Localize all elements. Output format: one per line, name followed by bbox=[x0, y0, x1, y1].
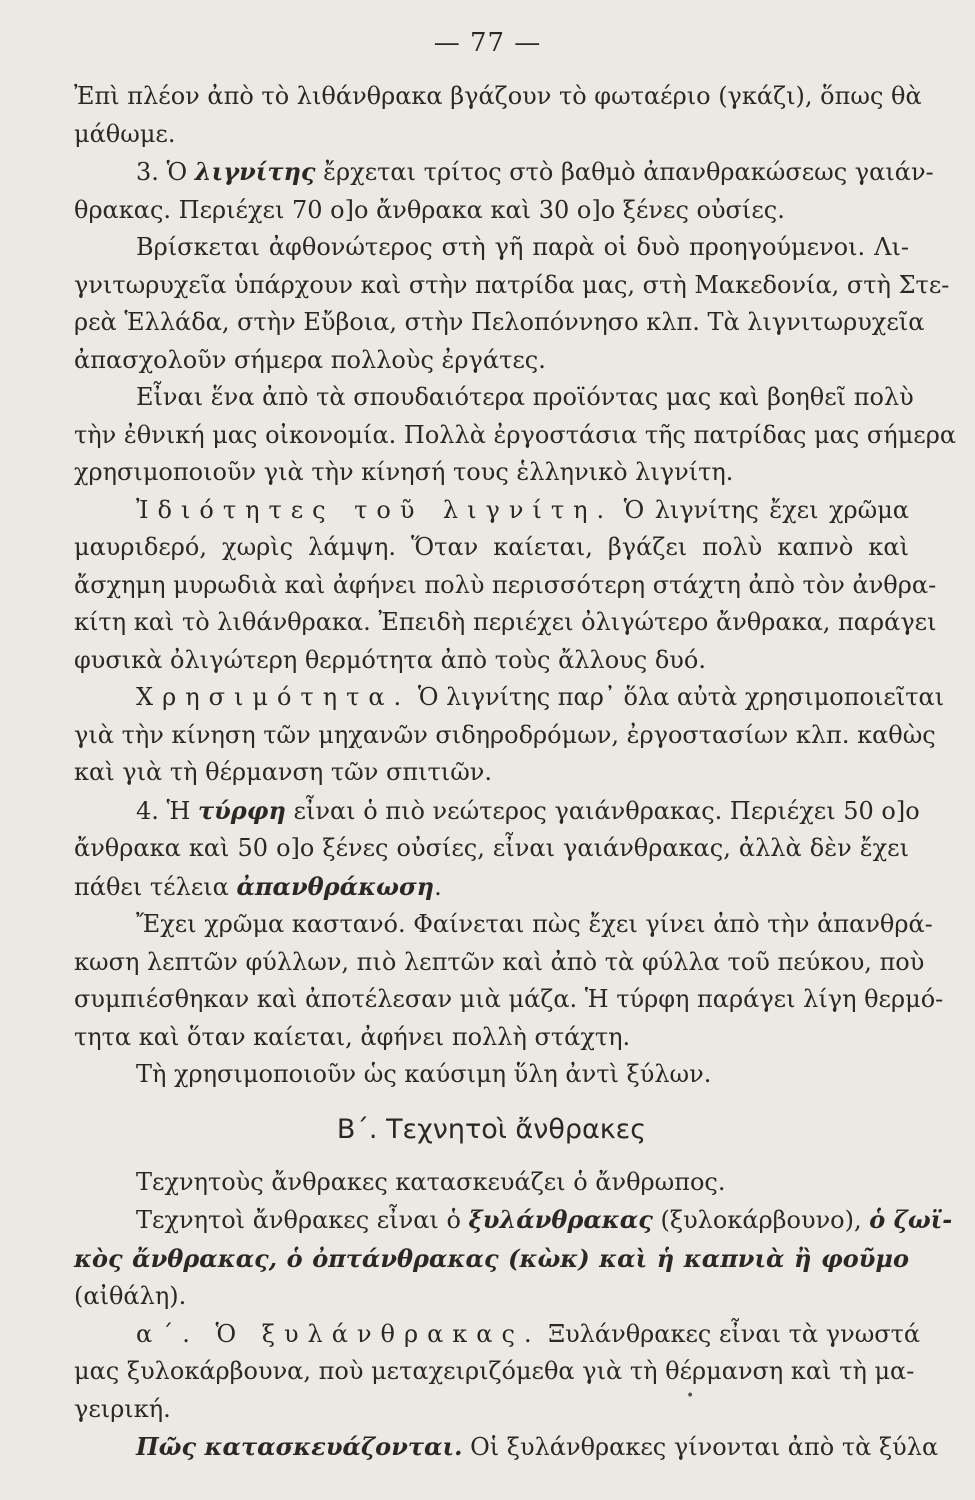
text-run: Ἐπὶ πλέον ἀπὸ τὸ λιθάνθρακα βγάζουν τὸ φωταέριο (γκάζι), ὅπως θὰ bbox=[74, 82, 922, 110]
text-line bbox=[74, 1391, 909, 1429]
spaced-term: Χρησιμότητα. bbox=[136, 683, 411, 711]
text-line bbox=[74, 1353, 915, 1391]
text-run: μάθωμε. bbox=[74, 119, 176, 148]
text-run: Οἱ ξυλάνθρακες γίνονται ἀπὸ τὰ ξύλα bbox=[462, 1433, 939, 1461]
text-run: . bbox=[434, 872, 442, 901]
text-run: Εἶναι ἕνα ἀπὸ τὰ σπουδαιότερα προϊόντας μας καὶ βοηθεῖ πολὺ bbox=[136, 383, 914, 411]
spaced-term: Ἰδιότητες τοῦ λιγνίτη. bbox=[136, 495, 614, 524]
text-line bbox=[74, 1240, 909, 1279]
text-line bbox=[74, 567, 937, 605]
text-line bbox=[74, 529, 909, 567]
text-run: μας ξυλοκάρβουνα, ποὺ μεταχειριζόμεθα γιὰ τὴ θέρμανση καὶ τὴ μα- bbox=[74, 1357, 915, 1385]
text-line bbox=[74, 1428, 939, 1467]
emphasized-term: κὸς ἄνθρακας, ὁ ὀπτάνθρακας (κὼκ) καὶ ἡ καπνιὰ ἢ φοῦμο bbox=[74, 1243, 909, 1273]
text-run: χρησιμοποιοῦν γιὰ τὴν κίνησή τους ἑλληνικὸ λιγνίτη. bbox=[74, 458, 734, 486]
text-run: Ὁ λιγνίτης παρ᾿ ὅλα αὐτὰ χρησιμοποιεῖται bbox=[410, 683, 945, 711]
text-line bbox=[74, 229, 909, 267]
speck-mark: • bbox=[686, 1388, 695, 1404]
text-run: ἄσχημη μυρωδιὰ καὶ ἀφήνει πολὺ περισσότερη στάχτη ἀπὸ τὸν ἀνθρα- bbox=[74, 570, 937, 599]
page-text bbox=[74, 78, 957, 1467]
text-line bbox=[74, 830, 909, 868]
text-run: 4. Ἡ bbox=[136, 796, 198, 825]
text-run: εἶναι ὁ πιὸ νεώτερος γαιάνθρακας. Περιέχει 50 ο]ο bbox=[285, 796, 920, 825]
text-run: ἔρχεται τρίτος στὸ βαθμὸ ἀπανθρακώσεως γαιάν- bbox=[315, 158, 934, 186]
emphasized-term: τύρφη bbox=[197, 795, 286, 825]
emphasized-term: λιγνίτης bbox=[194, 157, 316, 186]
text-line bbox=[74, 192, 909, 230]
text-line bbox=[74, 679, 945, 717]
text-run: ἄνθρακα καὶ 50 ο]ο ξένες οὐσίες, εἶναι γαιάνθρακας, ἀλλὰ δὲν ἔχει bbox=[74, 834, 909, 862]
text-run: Ἔχει χρῶμα καστανό. Φαίνεται πὼς ἔχει γίνει ἀπὸ τὴν ἀπανθρά- bbox=[136, 910, 933, 938]
emphasized-term: ξυλάνθρακας bbox=[468, 1205, 653, 1234]
text-run: γιὰ τὴν κίνηση τῶν μηχανῶν σιδηροδρόμων, ἐργοστασίων κλπ. καθὼς bbox=[74, 720, 936, 749]
text-line bbox=[74, 1201, 953, 1240]
text-run: (αἰθάλη). bbox=[74, 1282, 187, 1310]
text-line bbox=[74, 604, 937, 642]
text-line bbox=[74, 754, 909, 792]
text-run: 3. Ὁ bbox=[136, 158, 195, 186]
emphasized-term: ὁ ζωϊ- bbox=[869, 1205, 953, 1234]
text-run: γνιτωρυχεῖα ὑπάρχουν καὶ στὴν πατρίδα μας, στὴ Μακεδονία, στὴ Στε- bbox=[74, 270, 950, 299]
text-line bbox=[74, 906, 933, 944]
text-line bbox=[74, 792, 920, 831]
text-line bbox=[74, 116, 909, 154]
text-run: πάθει τέλεια bbox=[74, 872, 237, 901]
text-line bbox=[74, 868, 909, 907]
text-line bbox=[74, 78, 922, 116]
text-run: κίτη καὶ τὸ λιθάνθρακα. Ἐπειδὴ περιέχει ὀλιγώτερο ἄνθρακα, παράγει bbox=[74, 608, 937, 636]
text-run: ἀπασχολοῦν σήμερα πολλοὺς ἐργάτες. bbox=[74, 345, 546, 374]
text-run: ρεὰ Ἑλλάδα, στὴν Εὔβοια, στὴν Πελοπόννησο κλπ. Τὰ λιγνιτωρυχεῖα bbox=[74, 308, 925, 336]
emphasized-term: ἀπανθράκωση bbox=[236, 871, 435, 901]
text-run: συμπιέσθηκαν καὶ ἀποτέλεσαν μιὰ μάζα. Ἡ τύρφη παράγει λίγη θερμό- bbox=[74, 985, 944, 1013]
text-run: (ξυλοκάρβουνο), bbox=[652, 1206, 870, 1234]
text-line bbox=[74, 267, 950, 305]
section-heading bbox=[74, 1110, 909, 1150]
text-line bbox=[74, 492, 909, 530]
text-run: Τεχνητοὶ ἄνθρακες εἶναι ὁ bbox=[136, 1206, 469, 1234]
text-run: τὴν ἐθνική μας οἰκονομία. Πολλὰ ἐργοστάσια τῆς πατρίδας μας σήμερα bbox=[74, 420, 957, 449]
text-line bbox=[74, 944, 925, 982]
text-run: θρακας. Περιέχει 70 ο]ο ἄνθρακα καὶ 30 ο]ο ξένες οὐσίες. bbox=[74, 195, 785, 224]
text-line bbox=[74, 981, 944, 1019]
text-line bbox=[74, 642, 909, 680]
text-run: καὶ γιὰ τὴ θέρμανση τῶν σπιτιῶν. bbox=[74, 758, 493, 786]
text-line bbox=[74, 304, 925, 342]
text-run: μαυριδερό, χωρὶς λάμψη. Ὅταν καίεται, βγάζει πολὺ καπνὸ καὶ bbox=[74, 533, 909, 561]
page-number: — 77 — bbox=[433, 28, 542, 58]
text-run: κωση λεπτῶν φύλλων, πιὸ λεπτῶν καὶ ἀπὸ τὰ φύλλα τοῦ πεύκου, ποὺ bbox=[74, 947, 925, 976]
text-run: γειρική. bbox=[74, 1394, 171, 1423]
text-line bbox=[74, 1019, 909, 1057]
text-line bbox=[74, 153, 934, 192]
text-line bbox=[74, 417, 957, 455]
text-run: Ὁ λιγνίτης ἔχει χρῶμα bbox=[613, 495, 910, 524]
text-run: Βρίσκεται ἀφθονώτερος στὴ γῆ παρὰ οἱ δυὸ προηγούμενοι. Λι- bbox=[136, 233, 909, 261]
spaced-term: α΄. Ὁ ξυλάνθρακας. bbox=[136, 1319, 541, 1348]
text-run: Τεχνητοὺς ἄνθρακες κατασκευάζει ὁ ἄνθρωπος. bbox=[136, 1167, 726, 1196]
text-line bbox=[74, 379, 914, 417]
text-line bbox=[74, 1278, 909, 1316]
text-run: Τὴ χρησιμοποιοῦν ὡς καύσιμη ὕλη ἀντὶ ξύλων. bbox=[136, 1060, 712, 1088]
text-run: φυσικὰ ὀλιγώτερη θερμότητα ἀπὸ τοὺς ἄλλους δυό. bbox=[74, 645, 706, 674]
text-line bbox=[74, 454, 909, 492]
text-line bbox=[74, 1316, 921, 1354]
text-run: Β΄. Τεχνητοὶ ἄνθρακες bbox=[336, 1113, 647, 1145]
text-line bbox=[74, 342, 909, 380]
text-run: τητα καὶ ὅταν καίεται, ἀφήνει πολλὴ στάχτη. bbox=[74, 1022, 631, 1051]
text-line bbox=[74, 1164, 909, 1202]
text-run: Ξυλάνθρακες εἶναι τὰ γνωστά bbox=[540, 1319, 921, 1348]
text-line bbox=[74, 717, 936, 755]
emphasized-term: Πῶς κατασκευάζονται. bbox=[136, 1432, 463, 1461]
text-line bbox=[74, 1056, 909, 1094]
